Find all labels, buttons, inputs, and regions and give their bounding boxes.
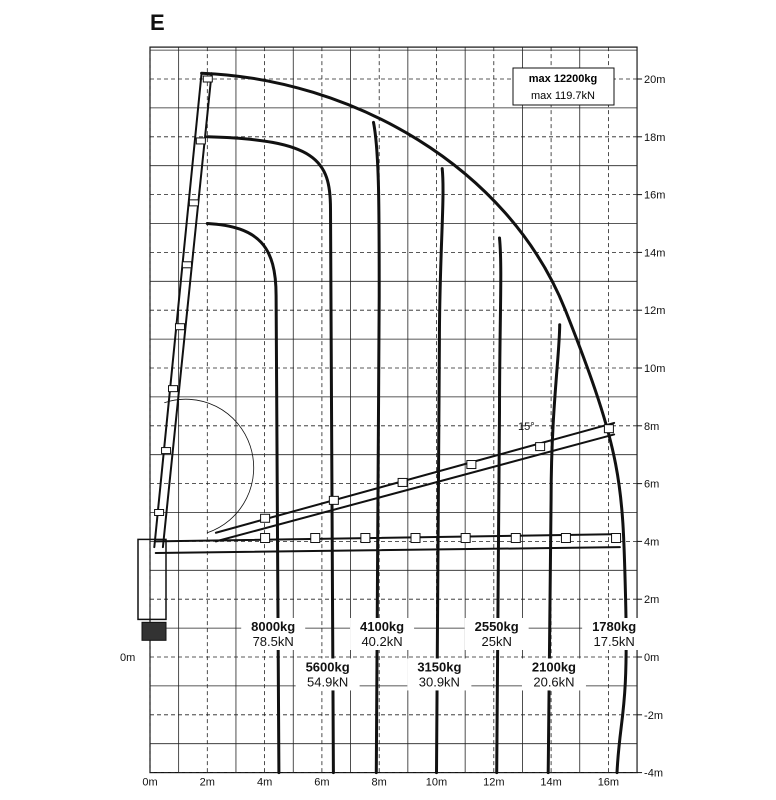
x-tick-label: 2m <box>199 776 215 789</box>
y-tick-label: 16m <box>644 189 666 202</box>
curve-2550kg <box>497 238 501 773</box>
x-tick-label: 4m <box>256 776 273 789</box>
boom-joint <box>411 534 420 543</box>
diagram-letter: E <box>150 10 165 35</box>
load-kg-text: 8000kg <box>251 618 296 634</box>
max-kn-text: max 119.7kN <box>531 90 595 102</box>
y-tick-label: 12m <box>644 305 666 318</box>
boom-joint <box>511 534 520 543</box>
load-kn-text: 54.9kN <box>307 674 349 690</box>
load-zone-label <box>522 658 586 690</box>
load-kg-text: 2550kg <box>474 618 519 634</box>
boom-joint <box>182 262 191 268</box>
load-zone-label <box>296 658 360 690</box>
crane-column <box>138 539 166 619</box>
load-zone-label <box>407 658 471 690</box>
left-zero-label: 0m <box>120 652 136 664</box>
boom-joint <box>398 478 407 486</box>
load-kg-text: 5600kg <box>305 659 350 675</box>
boom-joint <box>162 448 171 454</box>
x-tick-label: 0m <box>142 776 158 789</box>
y-tick-label: 18m <box>644 131 666 144</box>
load-kn-text: 25kN <box>481 633 512 649</box>
boom-joint <box>311 534 320 543</box>
load-kn-text: 30.9kN <box>418 674 460 690</box>
boom-joint <box>261 534 270 543</box>
boom-joint <box>175 324 184 330</box>
boom-joint <box>169 386 178 392</box>
y-tick-label: 4m <box>644 536 660 549</box>
y-tick-label: 14m <box>644 247 666 260</box>
load-kn-text: 40.2kN <box>361 633 403 649</box>
boom-joint <box>155 510 164 516</box>
load-zone-label <box>465 618 529 650</box>
angle-label: 15° <box>518 421 535 433</box>
y-tick-label: 2m <box>644 594 660 607</box>
boom-joint <box>189 200 198 206</box>
x-tick-label: 16m <box>597 776 620 789</box>
load-zone-label <box>241 618 305 650</box>
curve-8000kg <box>207 224 279 773</box>
crane-base <box>142 622 166 640</box>
boom-joint <box>604 425 613 433</box>
load-kn-text: 20.6kN <box>533 674 575 690</box>
load-kg-text: 3150kg <box>417 659 462 675</box>
load-kn-text: 78.5kN <box>252 633 294 649</box>
boom-joint <box>203 76 212 82</box>
load-kg-text: 2100kg <box>531 659 577 675</box>
boom-joint <box>329 496 338 504</box>
y-tick-label: 20m <box>644 74 666 86</box>
x-tick-label: 10m <box>425 776 448 789</box>
boom-joint <box>467 461 476 469</box>
load-zone-label <box>582 618 646 650</box>
boom-joint <box>612 534 621 543</box>
x-tick-label: 8m <box>371 776 387 789</box>
load-kn-text: 17.5kN <box>593 633 635 649</box>
x-tick-label: 14m <box>540 776 562 789</box>
max-load-box <box>513 68 614 105</box>
boom-joint <box>361 534 370 543</box>
y-tick-label: 6m <box>644 478 660 491</box>
load-labels <box>241 618 646 690</box>
x-tick-label: 6m <box>314 776 330 789</box>
y-tick-label: 8m <box>644 420 660 433</box>
y-tick-label: -2m <box>644 709 664 722</box>
load-kg-text: 4100kg <box>360 618 405 634</box>
boom-joint <box>196 138 205 144</box>
boom-joint <box>261 514 270 522</box>
load-kg-text: 1780kg <box>592 618 637 634</box>
y-tick-label: 0m <box>644 652 660 664</box>
curve-4100kg <box>374 122 380 772</box>
load-zone-label <box>350 618 414 650</box>
boom-joint <box>461 534 470 543</box>
boom-joint <box>561 534 570 543</box>
y-tick-label: -4m <box>644 767 664 780</box>
y-tick-label: 10m <box>644 363 666 375</box>
x-tick-label: 12m <box>483 776 505 789</box>
boom-joint <box>536 443 545 451</box>
max-kg-text: max 12200kg <box>528 73 598 85</box>
